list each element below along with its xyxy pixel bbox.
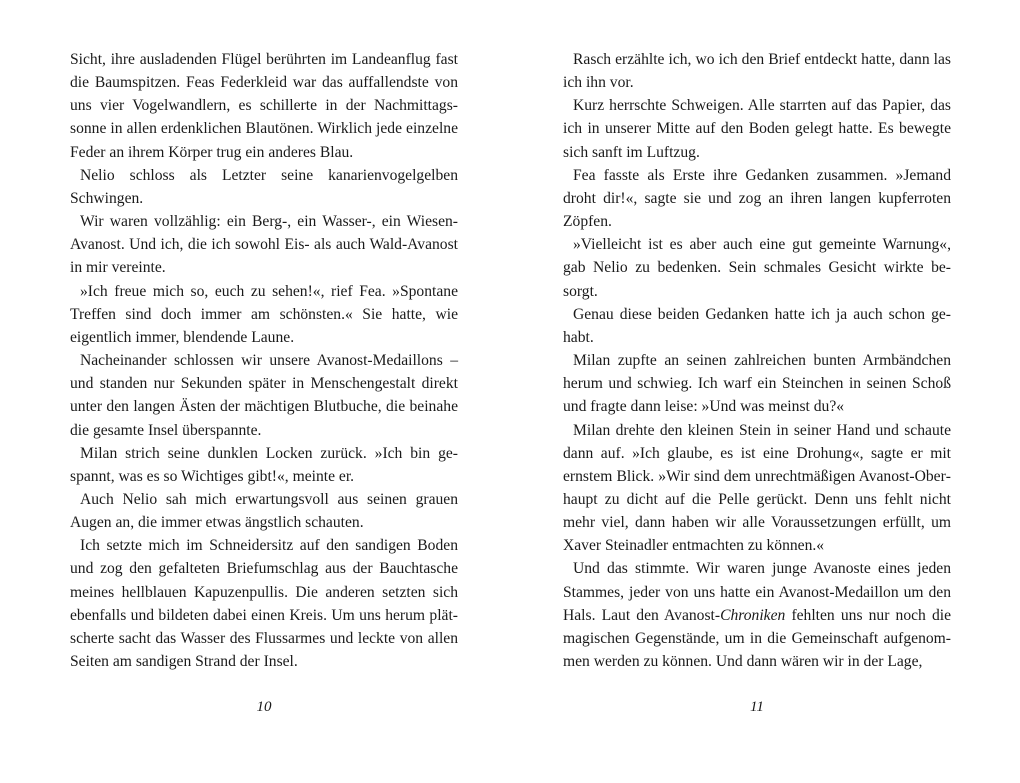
paragraph: Nelio schloss als Letzter seine kanarienvogelgelben Schwingen.: [70, 166, 458, 207]
paragraph-text: Und das stimmte. Wir waren junge Avanoste eines jeden Stammes, jeder von uns hatte ein Avanost-Medaillon um den Hals. Laut den Avanost-: [563, 560, 951, 624]
paragraph: Milan drehte den kleinen Stein in seiner Hand und schaute dann auf. »Ich glaube, es ist eine Drohung«, sagte er mit ernstem Blick. »Wir sind dem unrechtmäßigen Avanost-Oberhaupt zu dicht auf die Pelle gerückt. Denn uns fehlt nicht mehr viel, dann haben wir alle Voraussetzungen erfüllt, um Xaver Steinadler entmachten zu können.«: [563, 421, 951, 555]
paragraph: Milan zupfte an seinen zahlreichen bunten Armbändchen herum und schwieg. Ich warf ein Steinchen in seinen Schoß und fragte dann leise: »Und was meinst du?«: [563, 352, 951, 416]
book-title-italic: Chroniken: [720, 606, 786, 624]
paragraph: Fea fasste als Erste ihre Gedanken zusammen. »Jemand droht dir!«, sagte sie und zog an ihren langen kupferroten Zöpfen.: [563, 166, 951, 231]
right-page: [563, 48, 951, 673]
paragraph: Ich setzte mich im Schneidersitz auf den sandigen Boden und zog den gefalteten Briefumschlag aus der Bauchtasche meines hellblauen Kapuzenpullis. Die anderen setzten sich ebenfalls und bildeten dabei einen Kreis. Um uns herum plätscherte sacht das Wasser des Flussarmes und leckte von allen Seiten am sandigen Strand der Insel.: [70, 537, 458, 671]
paragraph: Auch Nelio sah mich erwartungsvoll aus seinen grauen Augen an, die immer etwas ängstlich schauten.: [70, 490, 458, 532]
page-number-right: 11: [750, 699, 764, 715]
paragraph: Wir waren vollzählig: ein Berg-, ein Wasser-, ein Wiesen-Avanost. Und ich, die ich sowohl Eis- als auch Wald-Avanost in mir vereinte.: [70, 213, 458, 277]
left-page: [70, 48, 458, 673]
paragraph: Nacheinander schlossen wir unsere Avanost-Medaillons – und standen nur Sekunden später in Menschengestalt direkt unter den langen Ästen der mächtigen Blutbuche, die beinahe die gesamte Insel überspannte.: [70, 352, 458, 439]
paragraph: Milan strich seine dunklen Locken zurück. »Ich bin gespannt, was es so Wichtiges gibt!«, meinte er.: [70, 444, 458, 485]
paragraph: [563, 557, 951, 673]
paragraph: Rasch erzählte ich, wo ich den Brief entdeckt hatte, dann las ich ihn vor.: [563, 51, 951, 92]
paragraph: Sicht, ihre ausladenden Flügel berührten im Landeanflug fast die Baumspitzen. Feas Federkleid war das auffallendste von uns vier Vogelwandlern, es schillerte in der Nachmittagssonne in allen erdenklichen Blautönen. Wirklich jede einzelne Feder an ihrem Körper trug ein anderes Blau.: [70, 51, 458, 161]
paragraph: Genau diese beiden Gedanken hatte ich ja auch schon gehabt.: [563, 305, 951, 346]
paragraph: Kurz herrschte Schweigen. Alle starrten auf das Papier, das ich in unserer Mitte auf den Boden gelegt hatte. Es bewegte sich sanft im Luftzug.: [563, 97, 951, 161]
paragraph: »Ich freue mich so, euch zu sehen!«, rief Fea. »Spontane Treffen sind doch immer am schönsten.« Sie hatte, wie eigentlich immer, blendende Laune.: [70, 282, 458, 346]
paragraph-text: fehlten uns nur noch die magischen Gegenstände, um in die Gemeinschaft aufgenommen werden zu können. Und dann wären wir in der Lage,: [563, 606, 951, 671]
paragraph: »Vielleicht ist es aber auch eine gut gemeinte Warnung«, gab Nelio zu bedenken. Sein schmales Gesicht wirkte besorgt.: [563, 236, 951, 300]
page-number-left: 10: [256, 699, 272, 715]
